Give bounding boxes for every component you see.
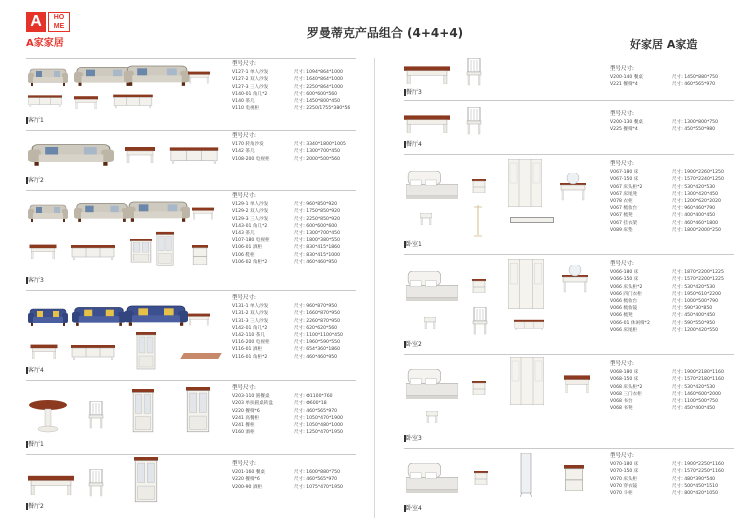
product-image-dining-table <box>404 62 450 84</box>
spec-heading: 型号尺寸: <box>610 66 634 72</box>
spec-heading: 型号尺寸: <box>610 261 634 267</box>
section-dining-room-4 <box>404 100 734 150</box>
spec-row: V078 衣柜 尺寸: 1200*620*2020 <box>610 199 721 205</box>
spec-list <box>610 66 728 89</box>
spec-heading: 型号尺寸: <box>610 453 634 459</box>
spec-heading: 型号尺寸: <box>610 361 634 367</box>
product-image-nightstand <box>472 279 486 293</box>
product-image-bed <box>406 369 458 399</box>
spec-row: V110 电视柜 尺寸: 2250/1755*380*56 <box>232 106 350 112</box>
product-image-sofa-triple <box>124 59 190 87</box>
product-image-dining-chair <box>88 469 104 497</box>
product-image-nightstand <box>474 471 488 485</box>
spec-row: V203-110 圆餐桌 尺寸: Φ1100*760 <box>232 394 333 400</box>
spec-row: V201-160 餐桌 尺寸: 1600*880*750 <box>232 470 341 476</box>
spec-row: V127-2 双人沙发 尺寸: 1640*864*1000 <box>232 77 343 83</box>
product-image-desk <box>564 371 590 393</box>
spec-list <box>232 295 350 361</box>
spec-row: V106-01 酒柜 尺寸: 830*415*1860 <box>232 245 341 251</box>
section-label: 客厅4 <box>28 367 44 374</box>
product-image-shoe-cabinet <box>130 239 152 263</box>
spec-row: V070-150 床 尺寸: 1570*2250*1160 <box>610 469 724 475</box>
spec-row: V142-110 茶几 尺寸: 1100*1100*450 <box>232 333 343 339</box>
section-bedroom-1 <box>404 154 734 250</box>
spec-row: V143-01 角几*2 尺寸: 600*600*600 <box>232 223 338 229</box>
spec-row: V129-3 三人沙发 尺寸: 2250*850*920 <box>232 216 341 222</box>
spec-row: V068 三门衣柜 尺寸: 1460*600*2000 <box>610 391 721 397</box>
spec-row: V070-180 床 尺寸: 1900*2250*1160 <box>610 462 724 468</box>
spec-row: V143 茶几 尺寸: 1300*700*450 <box>232 231 341 237</box>
spec-list <box>610 161 728 234</box>
section-label: 卧室1 <box>406 241 422 248</box>
product-image-coffee-table <box>68 93 104 109</box>
spec-row: V066 四门衣柜 尺寸: 1950*610*2200 <box>610 291 721 297</box>
product-image-bed <box>406 463 458 493</box>
product-image-tv-cabinet <box>166 143 222 165</box>
section-label: 餐厅3 <box>406 89 422 96</box>
product-image-coffee-table <box>28 341 60 359</box>
spec-row: V068 书台 尺寸: 1100*500*750 <box>610 399 719 405</box>
product-image-dining-table <box>28 471 74 495</box>
spec-row: V221 餐椅*4 尺寸: 460*565*970 <box>610 82 716 88</box>
section-living-room-4 <box>26 290 356 376</box>
section-bedroom-2 <box>404 254 734 350</box>
spec-row: V067-150 床 尺寸: 1570*2240*1250 <box>610 177 724 183</box>
product-image-sofa-double <box>74 197 130 223</box>
spec-row: V107-180 电视柜 尺寸: 1800*380*550 <box>232 238 341 244</box>
spec-row: V066-01 休闲椅*2 尺寸: 590*550*950 <box>610 320 716 326</box>
spec-row: V066-150 床 尺寸: 1570*2200*1225 <box>610 277 724 283</box>
product-image-end-table <box>188 309 210 327</box>
spec-row: V225 餐椅*4 尺寸: 450*550*980 <box>610 127 716 133</box>
product-image-wine-cabinet <box>134 457 158 503</box>
spec-row: V203 单扶圆桌转盘 尺寸: Φ600*18 <box>232 401 327 407</box>
spec-heading: 型号尺寸: <box>232 133 256 139</box>
spec-heading: 型号尺寸: <box>232 385 256 391</box>
product-image-wine-cabinet <box>136 331 156 371</box>
spec-row: V106 鞋柜 尺寸: 830*415*1000 <box>232 252 341 258</box>
section-dining-room-2 <box>26 454 356 512</box>
spec-list <box>232 193 350 266</box>
spec-row: V140-01 角几*2 尺寸: 600*600*560 <box>232 91 338 97</box>
product-image-wine-cabinet <box>156 231 174 267</box>
spec-row: V200-130 餐桌 尺寸: 1300*800*750 <box>610 120 719 126</box>
product-image-floor-mirror <box>520 453 532 497</box>
spec-row: V127-3 三人沙发 尺寸: 2250*864*1000 <box>232 84 343 90</box>
product-image-stool <box>424 317 436 329</box>
spec-row: V142 茶几 尺寸: 1300*700*450 <box>232 149 341 155</box>
product-image-nightstand <box>472 179 486 193</box>
section-label: 餐厅4 <box>406 141 422 148</box>
spec-heading: 型号尺寸: <box>232 295 256 301</box>
product-image-armchair <box>472 307 488 335</box>
page-title: 罗曼蒂克产品组合 (4+4+4) <box>306 26 464 40</box>
spec-row: V127-1 单人沙发 尺寸: 1094*864*1000 <box>232 70 343 76</box>
product-image-coffee-table <box>122 143 158 163</box>
spec-row: V067-180 床 尺寸: 1900*2260*1250 <box>610 170 724 176</box>
spec-row: V067 梳凳 尺寸: 400*400*450 <box>610 213 716 219</box>
spec-row: V070 斗柜 尺寸: 800*420*1050 <box>610 491 719 497</box>
spec-row: V220 餐椅*6 尺寸: 460*565*970 <box>232 477 338 483</box>
product-image-sofa-single <box>28 63 68 87</box>
spec-heading: 型号尺寸: <box>232 193 256 199</box>
spec-row: V068-180 床 尺寸: 1900*2180*1160 <box>610 370 724 376</box>
spec-row: V129-1 单人沙发 尺寸: 960*850*920 <box>232 202 338 208</box>
product-image-wardrobe <box>510 357 544 405</box>
product-image-tv-cabinet <box>68 341 118 361</box>
product-image-round-table <box>28 399 68 433</box>
spec-row: V131-2 双人沙发 尺寸: 1660*870*950 <box>232 311 341 317</box>
product-image-wardrobe <box>508 159 542 207</box>
spec-list <box>232 461 350 491</box>
product-image-tv-cabinet <box>68 241 118 261</box>
product-image-sofa-single <box>28 199 68 223</box>
product-image-dining-chair <box>88 401 104 429</box>
logo-letter: A <box>26 12 46 32</box>
spec-row: V070 床头柜 尺寸: 480*390*540 <box>610 476 716 482</box>
product-image-nightstand <box>472 381 486 395</box>
spec-row: V170 转角沙发 尺寸: 3340*1800*1005 <box>232 142 346 148</box>
spec-row: V066 床尾柜 尺寸: 1200*420*550 <box>610 327 719 333</box>
product-image-coffee-table <box>28 241 58 259</box>
spec-heading: 型号尺寸: <box>610 111 634 117</box>
product-image-sofa-double <box>72 301 126 327</box>
product-image-tv-cabinet <box>28 91 62 109</box>
section-living-room-3 <box>26 190 356 286</box>
spec-row: V220 餐椅*6 尺寸: 460*565*970 <box>232 408 338 414</box>
product-image-floor-mat <box>180 353 221 359</box>
product-image-chest-of-drawers <box>564 465 584 491</box>
spec-row: V070 穿衣镜 尺寸: 500*450*1510 <box>610 483 719 489</box>
section-label: 餐厅1 <box>28 441 44 448</box>
spec-heading: 型号尺寸: <box>232 461 256 467</box>
spec-list <box>610 111 728 134</box>
section-label: 卧室3 <box>406 435 422 442</box>
spec-row: V131-1 单人沙发 尺寸: 960*870*950 <box>232 304 338 310</box>
section-living-room-1 <box>26 58 356 126</box>
product-image-end-table <box>192 203 214 221</box>
spec-row: V142-01 角几*2 尺寸: 620*620*560 <box>232 325 338 331</box>
product-image-tv-cabinet-long <box>106 91 160 109</box>
brand-slogan: 好家居 A家造 <box>630 38 698 51</box>
section-label: 客厅3 <box>28 277 44 284</box>
section-bedroom-3 <box>404 354 734 444</box>
product-image-end-table <box>188 67 210 85</box>
spec-row: V067 挂衣架 尺寸: 460*460*1800 <box>610 220 719 226</box>
spec-row: V066 床头柜*2 尺寸: 530*420*530 <box>610 284 716 290</box>
spec-list <box>610 453 728 497</box>
product-image-tall-sideboard <box>132 389 154 433</box>
logo-brand-name: A家家居 <box>26 38 64 49</box>
spec-row: V116-01 角柜*2 尺寸: 460*460*950 <box>232 354 338 360</box>
brand-logo <box>26 12 72 50</box>
product-image-wardrobe <box>508 259 544 309</box>
spec-row: V200-90 酒柜 尺寸: 1075*470*1950 <box>232 484 343 490</box>
spec-row: V066 梳妆镜 尺寸: 590*30*850 <box>610 306 713 312</box>
spec-row: V200-140 餐桌 尺寸: 1450*880*750 <box>610 75 719 81</box>
page-divider <box>374 58 375 518</box>
product-image-bed <box>406 271 458 301</box>
product-image-wine-cabinet <box>186 387 210 433</box>
spec-row: V067 床头柜*2 尺寸: 530*420*530 <box>610 184 716 190</box>
spec-list <box>232 385 350 436</box>
spec-row: V129-2 双人沙发 尺寸: 1750*850*920 <box>232 209 341 215</box>
product-image-sofa-single <box>28 303 68 327</box>
product-image-dresser <box>562 265 588 293</box>
spec-list <box>610 261 728 334</box>
spec-row: V089 床垫 尺寸: 1800*2000*250 <box>610 227 721 233</box>
section-label: 餐厅2 <box>28 503 44 510</box>
spec-row: V068 床头柜*2 尺寸: 530*420*530 <box>610 384 716 390</box>
spec-row: V241 餐柜 尺寸: 1050*480*1000 <box>232 423 343 429</box>
section-label: 卧室4 <box>406 505 422 512</box>
product-image-bench <box>510 217 554 223</box>
section-label: 卧室2 <box>406 341 422 348</box>
spec-row: V066-180 床 尺寸: 1870*2200*1225 <box>610 270 724 276</box>
section-label: 客厅1 <box>28 117 44 124</box>
spec-list <box>232 133 350 163</box>
product-image-dresser <box>560 173 586 201</box>
spec-row: V116-01 酒柜 尺寸: 654*360*1860 <box>232 347 341 353</box>
section-bedroom-4 <box>404 448 734 514</box>
spec-list <box>610 361 728 412</box>
product-image-dining-chair <box>466 107 482 135</box>
spec-heading: 型号尺寸: <box>610 161 634 167</box>
spec-row: V066 梳凳 尺寸: 450*400*450 <box>610 313 716 319</box>
logo-home-text: HO ME <box>48 12 70 32</box>
product-image-dining-table <box>404 111 450 133</box>
product-image-dining-chair <box>466 58 482 86</box>
spec-row: V067 床尾凳 尺寸: 1300*420*450 <box>610 191 719 197</box>
section-living-room-2 <box>26 130 356 186</box>
spec-row: V160 酒柜 尺寸: 1250*470*1950 <box>232 430 343 436</box>
spec-heading: 型号尺寸: <box>232 61 256 67</box>
spec-row: V108-200 电视柜 尺寸: 2000*500*560 <box>232 156 341 162</box>
product-image-corner-cabinet <box>192 245 208 265</box>
product-image-sofa-triple <box>124 299 188 327</box>
spec-row: V131-3 三人沙发 尺寸: 2260*870*950 <box>232 318 341 324</box>
spec-row: V241 高餐柜 尺寸: 1050*470*1900 <box>232 415 343 421</box>
product-image-stool <box>420 213 432 225</box>
product-image-corner-sofa <box>28 137 114 167</box>
section-dining-room-1 <box>26 380 356 450</box>
spec-row: V116-200 电视柜 尺寸: 1960*590*550 <box>232 340 341 346</box>
spec-row: V140 茶几 尺寸: 1450*800*450 <box>232 99 341 105</box>
product-image-stool <box>426 411 438 423</box>
spec-row: V067 梳妆台 尺寸: 960*460*790 <box>610 206 716 212</box>
spec-row: V106-02 角柜*2 尺寸: 460*460*950 <box>232 259 338 265</box>
product-image-sofa-triple <box>126 195 190 223</box>
product-image-bed-end-cabinet <box>514 317 544 331</box>
spec-list <box>232 61 350 112</box>
section-dining-room-3 <box>404 56 734 98</box>
spec-row: V068 书凳 尺寸: 450*400*450 <box>610 406 716 412</box>
spec-row: V068-150 床 尺寸: 1570*2180*1160 <box>610 377 724 383</box>
product-image-bed <box>406 171 458 199</box>
section-label: 客厅2 <box>28 177 44 184</box>
product-image-coat-rack <box>472 203 484 237</box>
spec-row: V066 梳妆台 尺寸: 1000*500*790 <box>610 299 719 305</box>
